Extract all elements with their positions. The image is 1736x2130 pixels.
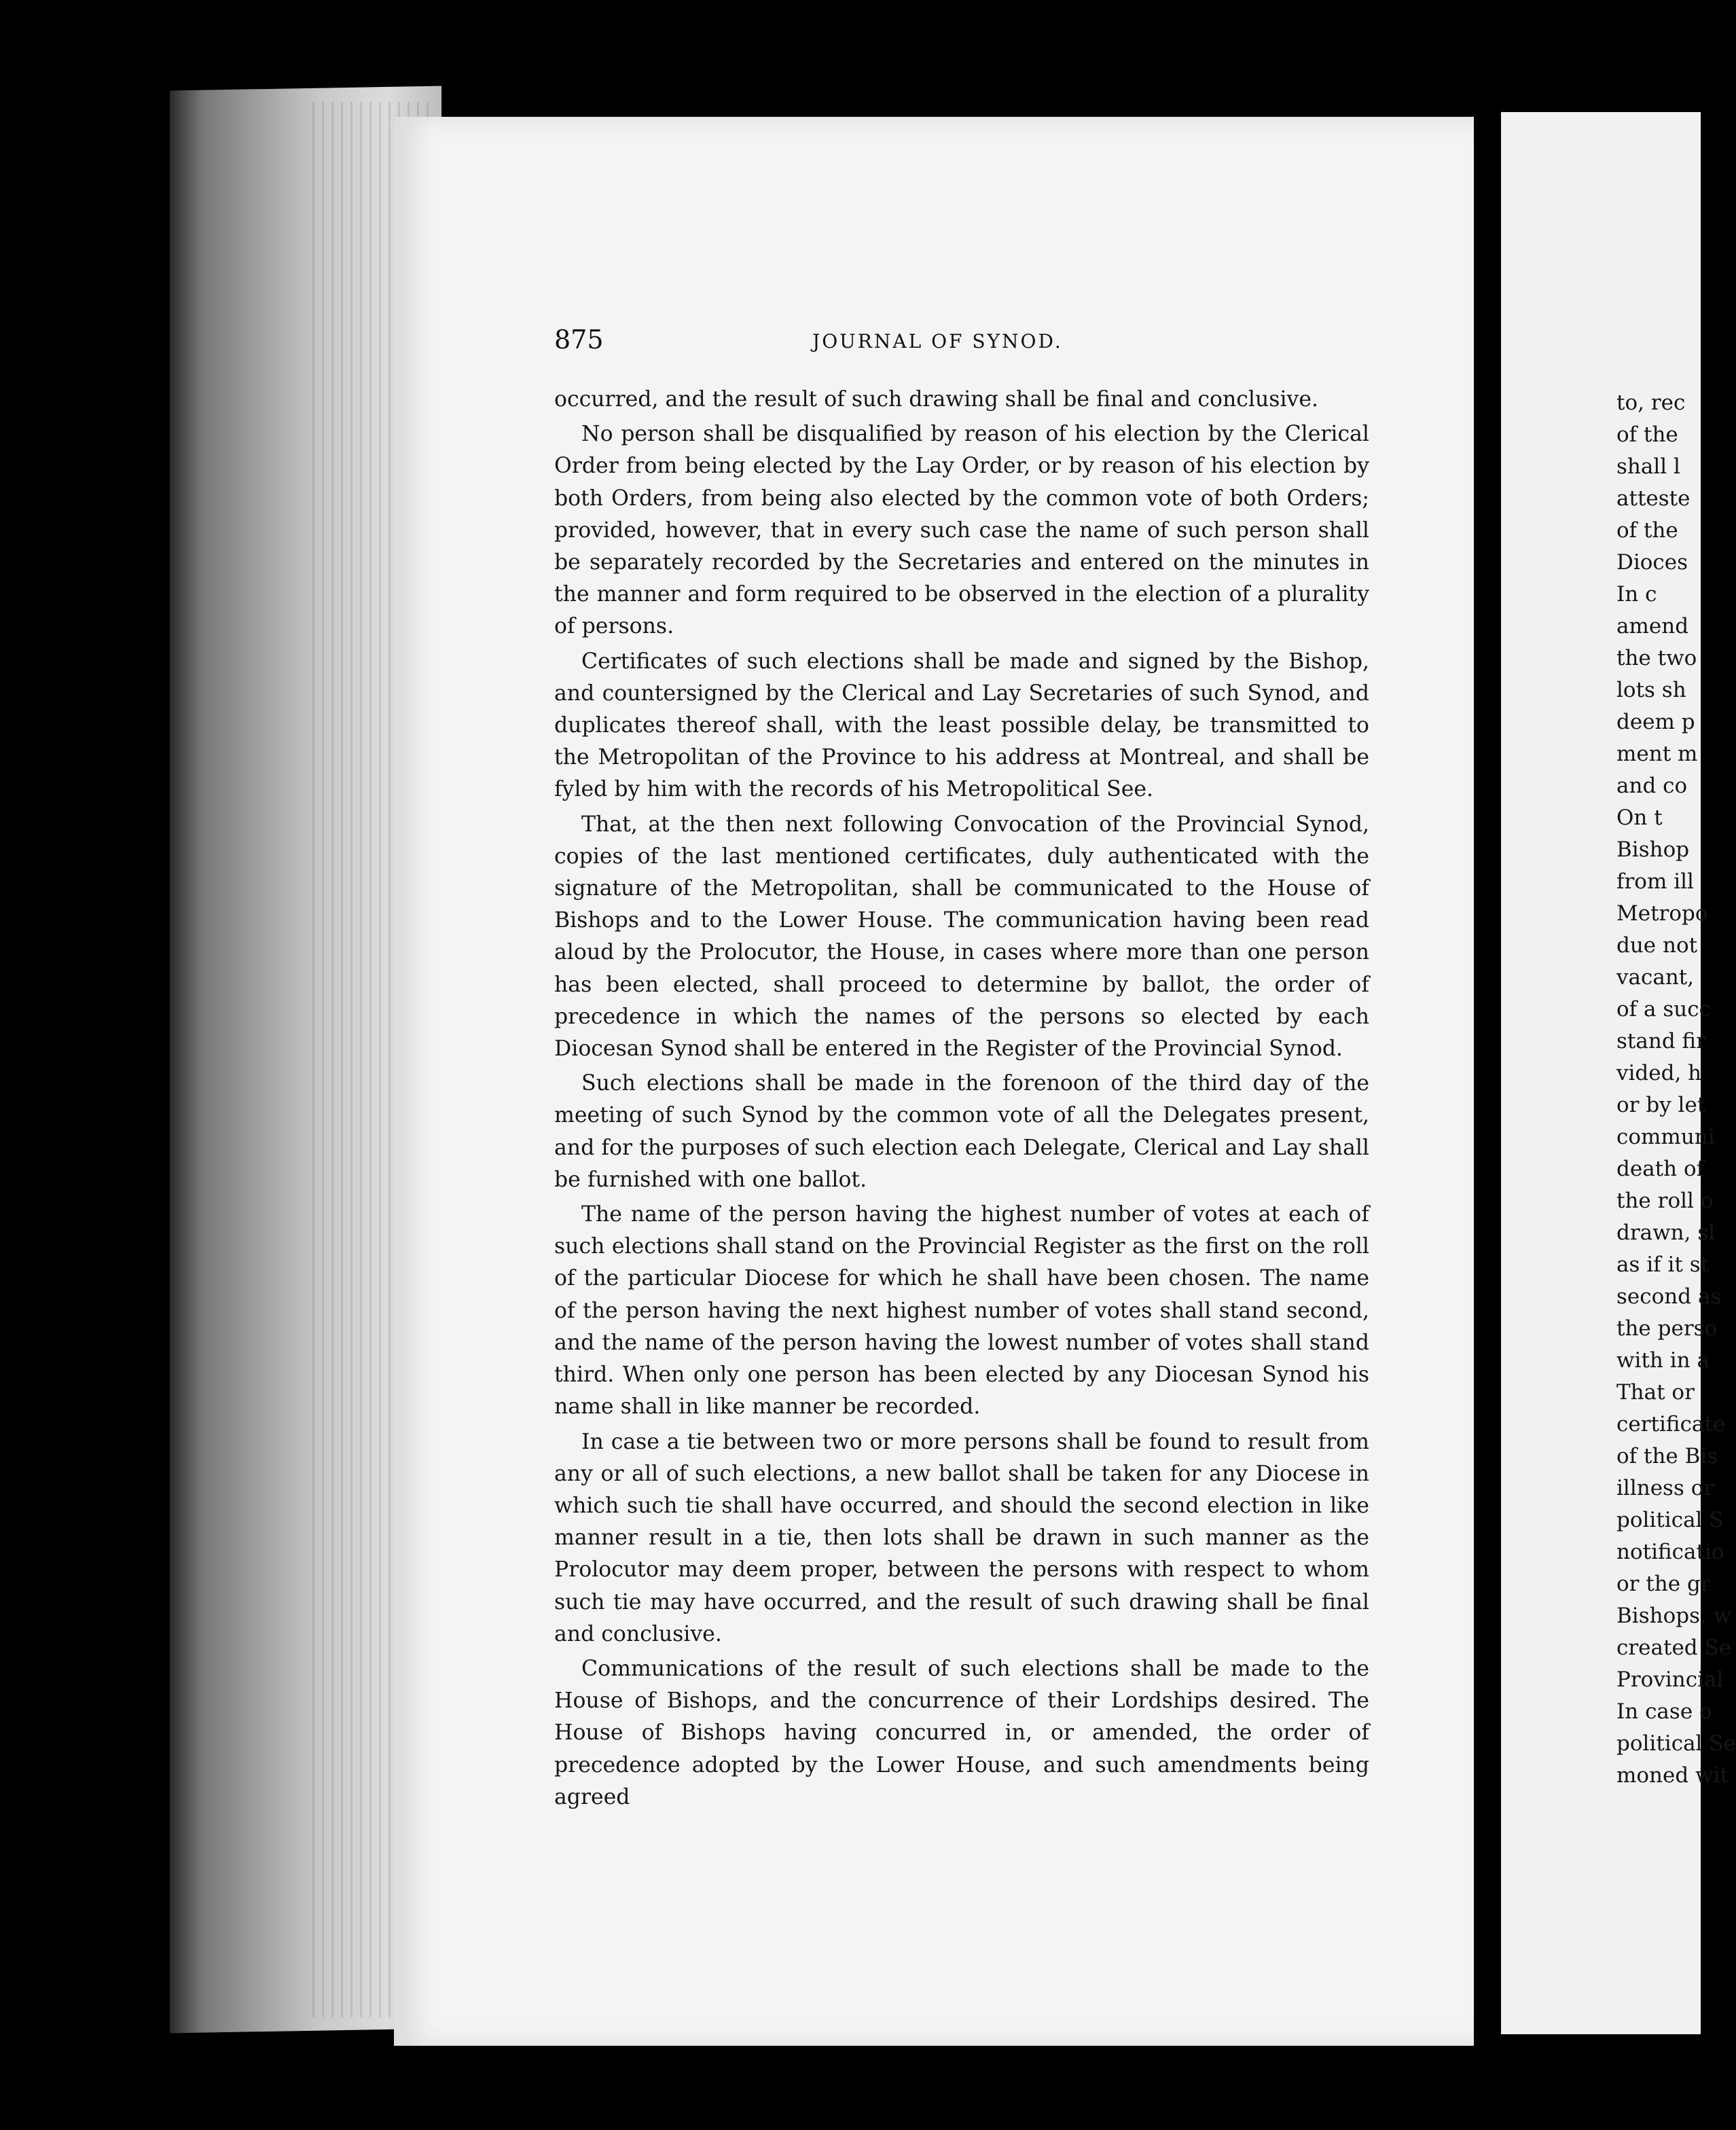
right-page-line: to, rec [1616,391,1686,415]
paragraph: In case a tie between two or more persons shall be found to result from any or all of such elections, a new ballot shall be taken for any Diocese in which such tie shall have occurred, and should the second election in like manner result in a tie, then lots shall be drawn in such manner as the Prolocutor may deem proper, between the persons with respect to whom such tie may have occurred, and the result of such drawing shall be final and conclusive. [554,1429,1369,1646]
right-page-line: shall l [1616,454,1680,479]
paragraph: occurred, and the result of such drawing shall be final and conclusive. [554,387,1318,412]
running-head [554,325,1369,365]
right-page-line: political S [1616,1508,1724,1532]
paragraph: Certificates of such elections shall be made and signed by the Bishop, and countersigned by the Clerical and Lay Secretaries of such Synod, and duplicates thereof shall, with the least possible delay, be transmitted to the Metropolitan of the Province to his address at Montreal, and shall be fyled by him with the records of his Metropolitical See. [554,649,1369,802]
right-page-line: second as [1616,1284,1722,1309]
paragraph: The name of the person having the highest number of votes at each of such elections shall stand on the Provincial Register as the first on the roll of the particular Diocese for which he shall have been chosen. The name of the person having the next highest number of votes shall stand second, and the name of the person having the lowest number of votes shall stand third. When only one person has been elected by any Diocesan Synod his name shall in like manner be recorded. [554,1202,1369,1420]
right-page-line: from ill [1616,869,1694,894]
right-page-line: Metropo [1616,901,1708,926]
right-page-line: vacant, [1616,965,1695,990]
right-page-line: amend [1616,614,1689,638]
right-page-line: lots sh [1616,678,1686,702]
page-number: 875 [554,325,604,355]
right-page-line: of a succ [1616,997,1711,1022]
right-page-line: political Se [1616,1731,1736,1756]
right-page-line: and co [1616,774,1688,798]
paragraph: Such elections shall be made in the forenoon of the third day of the meeting of such Synod by the common vote of all the Delegates present, and for the purposes of such election each Delegate, Clerical and Lay shall be furnished with one ballot. [554,1071,1369,1192]
journal-title: JOURNAL OF SYNOD. [812,330,1063,353]
right-page-line: as if it st [1616,1252,1710,1277]
right-page-line: with in a [1616,1348,1710,1373]
right-page-line: the roll o [1616,1189,1714,1213]
body-text [554,384,1369,1813]
right-page-line: Provincial [1616,1667,1724,1692]
right-page-line: Bishop [1616,837,1690,862]
right-page-line: Bishops, w [1616,1604,1732,1628]
right-page-line: the perso [1616,1316,1718,1341]
right-page-line: On t [1616,806,1663,830]
right-page-line: the two [1616,646,1697,670]
right-page-line: illness or [1616,1476,1714,1500]
right-page-line: atteste [1616,486,1690,511]
right-page-line: death of [1616,1157,1705,1181]
paragraph: No person shall be disqualified by reason of his election by the Clerical Order from being elected by the Lay Order, or by reason of his election by both Orders, from being also elected by the common vote of both Orders; provided, however, that in every such case the name of such person shall be separately recorded by the Secretaries and entered on the minutes in the manner and form required to be observed in the election of a plurality of persons. [554,422,1369,639]
right-page-line: notificatio [1616,1540,1724,1564]
right-page-line: created Se [1616,1636,1732,1660]
paragraph: That, at the then next following Convocation of the Provincial Synod, copies of the last mentioned certificates, duly authenticated with the signature of the Metropolitan, shall be communicated to the House of Bishops and to the Lower House. The communication having been read aloud by the Prolocutor, the House, in cases where more than one person has been elected, shall proceed to determine by ballot, the order of precedence in which the names of the persons so elected by each Diocesan Synod shall be entered in the Register of the Provincial Synod. [554,812,1369,1062]
right-page-line: or by let [1616,1093,1706,1117]
right-page-line: certificate [1616,1412,1726,1437]
right-page-line: or the gr [1616,1572,1711,1596]
right-page-line: ment m [1616,742,1698,766]
right-page-line: stand fir [1616,1029,1707,1053]
right-page-line: That or [1616,1380,1695,1405]
right-page-line: communi [1616,1125,1715,1149]
right-page-line: of the [1616,518,1678,543]
right-page-text-fragments [1616,387,1736,1792]
right-page-line: In case o [1616,1699,1712,1724]
right-page-line: Dioces [1616,550,1688,575]
right-page-line: vided, h [1616,1061,1702,1085]
right-page-line: moned wit [1616,1763,1729,1788]
right-page-line: drawn, sl [1616,1221,1716,1245]
right-page-line: In c [1616,582,1657,607]
right-page-line: deem p [1616,710,1695,734]
right-page-line: of the [1616,422,1678,447]
right-page-line: of the Bis [1616,1444,1718,1468]
paragraph: Communications of the result of such elections shall be made to the House of Bishops, and the concurrence of their Lordships desired. The House of Bishops having concurred in, or amended, the order of precedence adopted by the Lower House, and such amendments being agreed [554,1656,1369,1809]
right-page-line: due not [1616,933,1698,958]
